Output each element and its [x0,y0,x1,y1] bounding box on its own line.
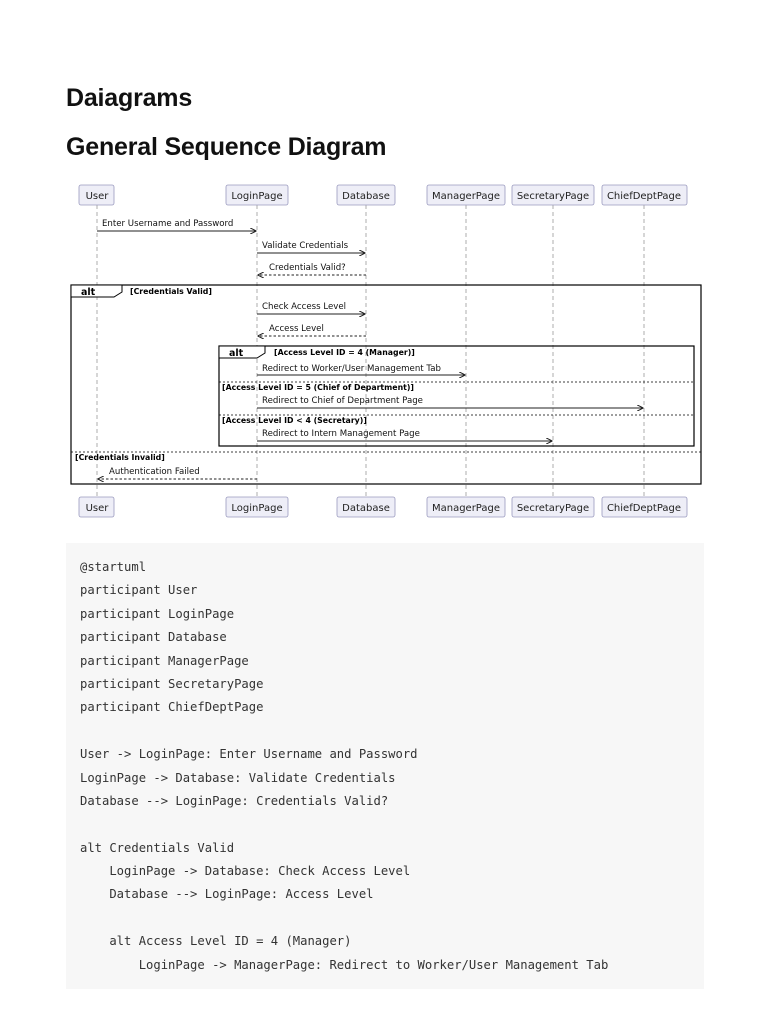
guard-credentials-valid: [Credentials Valid] [130,287,212,296]
code-line: alt Credentials Valid [80,840,235,855]
alt-label-outer: alt [81,287,96,298]
code-line [80,720,704,743]
code-block [66,543,704,989]
svg-text:Database: Database [342,503,390,514]
svg-text:LoginPage: LoginPage [231,503,283,514]
message-label: Check Access Level [262,302,347,312]
code-line: LoginPage -> Database: Check Access Level [80,864,411,879]
code-line: alt Access Level ID = 4 (Manager) [80,934,352,949]
participant-loginpage-top [226,185,288,205]
sequence-diagram [66,178,706,523]
guard-credentials-invalid: [Credentials Invalid] [75,453,165,462]
code-line: participant LoginPage [80,606,235,621]
section-heading: General Sequence Diagram [66,133,387,161]
alt-label-inner: alt [229,348,244,359]
svg-text:Database: Database [342,191,390,202]
participant-database-top [337,185,395,205]
svg-text:User: User [85,191,109,202]
participant-loginpage-bottom [226,497,288,517]
message-label: Enter Username and Password [102,219,234,229]
svg-text:SecretaryPage: SecretaryPage [516,191,590,202]
code-line: Database --> LoginPage: Access Level [80,887,374,902]
participant-secretarypage-top [512,185,594,205]
message-label: Redirect to Chief of Department Page [262,396,423,406]
svg-text:User: User [85,503,109,514]
code-line: @startuml [80,560,147,574]
participant-managerpage-bottom [427,497,505,517]
svg-text:ChiefDeptPage: ChiefDeptPage [606,191,682,202]
message-label: Validate Credentials [262,241,349,251]
svg-text:ManagerPage: ManagerPage [431,191,501,202]
code-line: participant ChiefDeptPage [80,700,264,715]
participant-user-bottom [79,497,114,517]
page-heading: Daiagrams [66,84,193,112]
message-label: Authentication Failed [109,467,200,477]
code-line: User -> LoginPage: Enter Username and Password [80,747,418,762]
code-line: participant Database [80,630,227,645]
message-label: Access Level [269,324,324,334]
participant-managerpage-top [427,185,505,205]
code-line: participant SecretaryPage [80,676,264,691]
guard-manager: [Access Level ID = 4 (Manager)] [274,348,415,357]
message-label: Credentials Valid? [269,263,346,273]
code-line [80,907,704,930]
code-line: participant User [80,583,198,598]
guard-secretary: [Access Level ID < 4 (Secretary)] [222,416,367,425]
svg-text:SecretaryPage: SecretaryPage [516,503,590,514]
code-line: LoginPage -> ManagerPage: Redirect to Worker/User Management Tab [80,957,609,972]
code-line: LoginPage -> Database: Validate Credentials [80,770,396,785]
code-line [80,813,704,836]
participant-chiefdeptpage-bottom [602,497,687,517]
message-label: Redirect to Intern Management Page [262,429,420,439]
participant-user-top [79,185,114,205]
participant-chiefdeptpage-top [602,185,687,205]
svg-text:ChiefDeptPage: ChiefDeptPage [606,503,682,514]
message-label: Redirect to Worker/User Management Tab [262,364,441,374]
code-line: Database --> LoginPage: Credentials Valid? [80,793,389,808]
code-line: participant ManagerPage [80,653,249,668]
guard-chief: [Access Level ID = 5 (Chief of Department)] [222,383,414,392]
participant-secretarypage-bottom [512,497,594,517]
alt-tab-outer [71,285,122,297]
svg-text:ManagerPage: ManagerPage [431,503,501,514]
svg-text:LoginPage: LoginPage [231,191,283,202]
participant-database-bottom [337,497,395,517]
